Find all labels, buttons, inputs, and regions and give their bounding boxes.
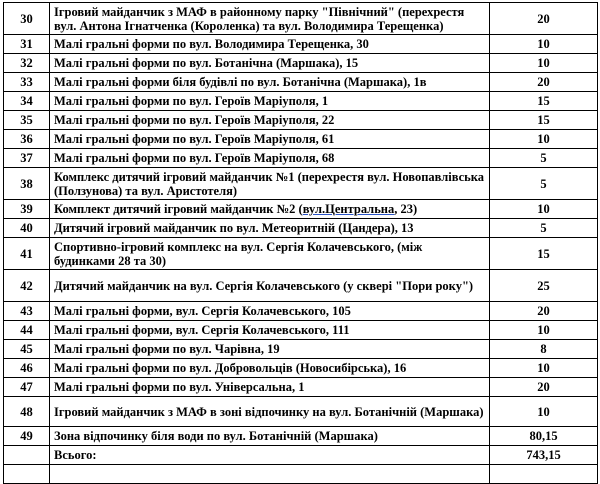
object-name: Малі гральні форми по вул. Героїв Маріуполя, 1 (50, 92, 490, 111)
row-number: 37 (4, 149, 50, 168)
row-number: 47 (4, 378, 50, 397)
row-number: 42 (4, 270, 50, 302)
table-row (4, 378, 598, 397)
table-row (4, 238, 598, 270)
table-row (4, 130, 598, 149)
table-row (4, 270, 598, 302)
object-name: Зона відпочинку біля води по вул. Ботанічній (Маршака) (50, 427, 490, 446)
row-number: 48 (4, 397, 50, 427)
total-label: Всього: (50, 446, 490, 465)
empty-cell (490, 465, 598, 484)
row-quantity: 20 (490, 73, 598, 92)
row-quantity: 10 (490, 54, 598, 73)
table-row (4, 359, 598, 378)
row-quantity: 15 (490, 238, 598, 270)
row-quantity: 10 (490, 321, 598, 340)
row-number: 36 (4, 130, 50, 149)
empty-cell (50, 465, 490, 484)
table-row (4, 302, 598, 321)
row-quantity: 10 (490, 130, 598, 149)
object-name: Малі гральні форми по вул. Добровольців (Новосибірська), 16 (50, 359, 490, 378)
objects-table (3, 2, 598, 484)
object-name: Малі гральні форми по вул. Героїв Маріуполя, 68 (50, 149, 490, 168)
row-quantity: 15 (490, 92, 598, 111)
row-number: 40 (4, 219, 50, 238)
table-row (4, 397, 598, 427)
object-name: Малі гральні форми, вул. Сергія Колачевського, 105 (50, 302, 490, 321)
row-quantity: 80,15 (490, 427, 598, 446)
row-number: 31 (4, 35, 50, 54)
object-name: Малі гральні форми по вул. Чарівна, 19 (50, 340, 490, 359)
row-number: 32 (4, 54, 50, 73)
table-row (4, 92, 598, 111)
row-quantity: 25 (490, 270, 598, 302)
object-name: Ігровий майданчик з МАФ в районному парку "Північний" (перехрестя вул. Антона Ігнатченка (Короленка) та вул. Володимира Терещенка) (50, 3, 490, 35)
row-quantity: 15 (490, 111, 598, 130)
row-number: 35 (4, 111, 50, 130)
row-number: 45 (4, 340, 50, 359)
row-number: 38 (4, 168, 50, 200)
row-quantity: 10 (490, 200, 598, 219)
row-number: 49 (4, 427, 50, 446)
row-quantity: 20 (490, 3, 598, 35)
row-quantity: 5 (490, 219, 598, 238)
table-row (4, 54, 598, 73)
row-quantity: 10 (490, 397, 598, 427)
object-name: Дитячий ігровий майданчик по вул. Метеоритній (Цандера), 13 (50, 219, 490, 238)
object-name: Спортивно-ігровий комплекс на вул. Сергія Колачевського, (між будинками 28 та 30) (50, 238, 490, 270)
object-name: Комплекс дитячий ігровий майданчик №1 (перехрестя вул. Новопавлівська (Ползунова) та вул. Аристотеля) (50, 168, 490, 200)
row-quantity: 8 (490, 340, 598, 359)
row-number: 46 (4, 359, 50, 378)
row-number: 34 (4, 92, 50, 111)
table-row (4, 3, 598, 35)
object-name: Малі гральні форми по вул. Володимира Терещенка, 30 (50, 35, 490, 54)
table-row (4, 35, 598, 54)
row-number: 43 (4, 302, 50, 321)
object-name (50, 200, 490, 219)
object-name-part: Комплект дитячий ігровий майданчик №2 ( (54, 202, 303, 216)
object-name: Малі гральні форми по вул. Героїв Маріуполя, 61 (50, 130, 490, 149)
row-quantity: 10 (490, 35, 598, 54)
object-name: Малі гральні форми по вул. Універсальна, 1 (50, 378, 490, 397)
table-row (4, 340, 598, 359)
object-name: Малі гральні форми, вул. Сергія Колачевського, 111 (50, 321, 490, 340)
object-name: Малі гральні форми біля будівлі по вул. Ботанічна (Маршака), 1в (50, 73, 490, 92)
total-row (4, 446, 598, 465)
row-quantity: 5 (490, 149, 598, 168)
total-value: 743,15 (490, 446, 598, 465)
table-row (4, 219, 598, 238)
row-number: 33 (4, 73, 50, 92)
row-quantity: 10 (490, 359, 598, 378)
row-number: 39 (4, 200, 50, 219)
empty-row (4, 465, 598, 484)
row-quantity: 5 (490, 168, 598, 200)
row-quantity: 20 (490, 302, 598, 321)
table-row (4, 168, 598, 200)
object-name: Дитячий майданчик на вул. Сергія Колачевського (у сквері "Пори року") (50, 270, 490, 302)
row-number: 41 (4, 238, 50, 270)
empty-cell (4, 465, 50, 484)
table-row (4, 321, 598, 340)
object-name: Малі гральні форми по вул. Героїв Маріуполя, 22 (50, 111, 490, 130)
total-number-cell (4, 446, 50, 465)
row-number: 30 (4, 3, 50, 35)
object-name: Малі гральні форми по вул. Ботанічна (Маршака), 15 (50, 54, 490, 73)
table-row (4, 149, 598, 168)
table-row (4, 73, 598, 92)
table-row (4, 200, 598, 219)
table-row (4, 427, 598, 446)
row-quantity: 20 (490, 378, 598, 397)
table-row (4, 111, 598, 130)
street-link[interactable]: вул.Центральна (302, 202, 395, 216)
object-name-part: , 23) (394, 202, 418, 216)
row-number: 44 (4, 321, 50, 340)
object-name: Ігровий майданчик з МАФ в зоні відпочинку на вул. Ботанічній (Маршака) (50, 397, 490, 427)
